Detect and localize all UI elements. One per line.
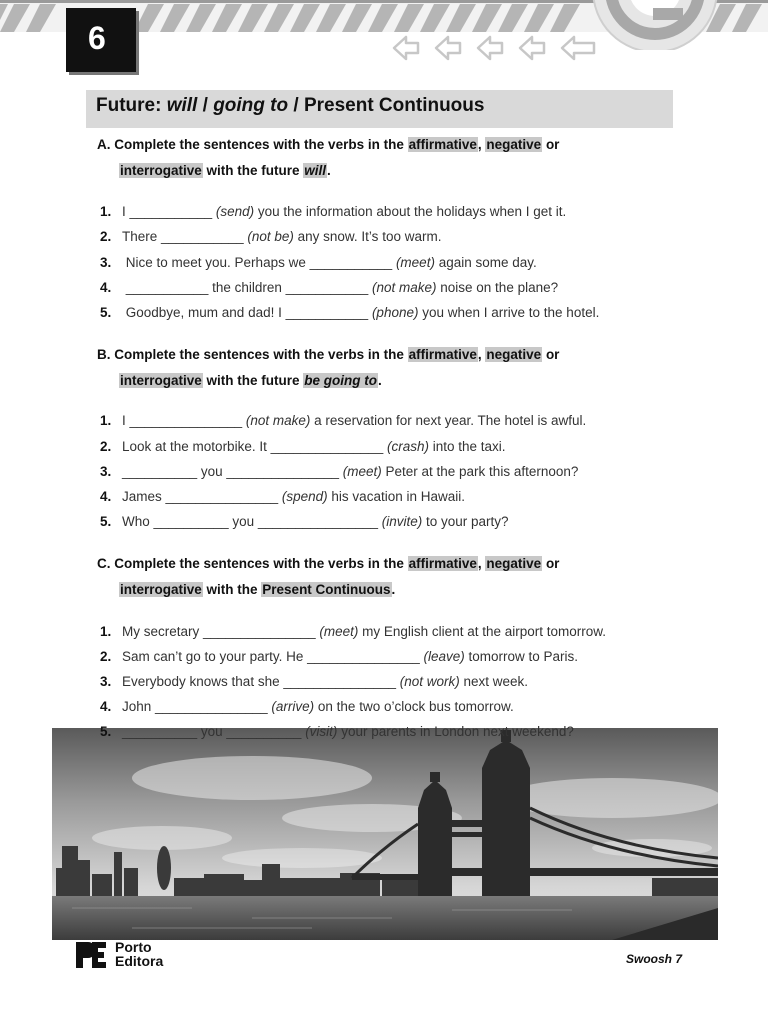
item-verb: (not make) <box>245 413 311 428</box>
section-letter: C. <box>97 556 111 571</box>
title-will: will <box>166 95 198 116</box>
item-text: your parents in London next weekend? <box>337 724 574 739</box>
item-number: 5. <box>100 305 112 320</box>
item-number: 3. <box>100 464 112 479</box>
item-verb: (leave) <box>423 649 465 664</box>
item-text: my English client at the airport tomorrow. <box>358 624 607 639</box>
section-c-instructions <box>97 551 657 603</box>
porto-editora-logo <box>74 940 184 972</box>
item-text: tomorrow to Paris. <box>464 649 579 664</box>
instruction-text: . <box>327 163 331 178</box>
instruction-text: or <box>542 347 560 362</box>
instruction-text: , <box>477 556 482 571</box>
instruction-text: . <box>378 373 382 388</box>
section-letter: A. <box>97 137 111 152</box>
item-text: noise on the plane? <box>436 280 559 295</box>
exercise-item <box>100 698 514 716</box>
arrows-decoration-icon <box>392 34 602 64</box>
publisher-name <box>115 940 163 968</box>
item-number: 4. <box>100 280 112 295</box>
instruction-text: , <box>477 347 482 362</box>
item-text: Sam can’t go to your party. He _______________ <box>122 649 424 664</box>
exercise-item <box>100 623 606 641</box>
item-text: Everybody knows that she _______________ <box>122 674 400 689</box>
unit-number: 6 <box>88 20 106 56</box>
book-page-label: Swoosh 7 <box>626 952 683 966</box>
exercise-item <box>100 228 441 246</box>
section-a-instructions <box>97 132 657 184</box>
london-tower-bridge-photo <box>52 728 718 940</box>
item-text: __________ you __________ <box>122 724 306 739</box>
page-title <box>96 95 484 117</box>
item-number: 4. <box>100 489 112 504</box>
title-prefix: Future: <box>96 95 167 116</box>
exercise-item <box>100 254 537 272</box>
item-number: 4. <box>100 699 112 714</box>
exercise-item <box>100 463 578 481</box>
item-text: next week. <box>459 674 529 689</box>
highlight-affirmative: affirmative <box>408 137 477 152</box>
highlight-affirmative: affirmative <box>408 556 477 571</box>
item-text: a reservation for next year. The hotel is awful. <box>310 413 587 428</box>
item-number: 2. <box>100 229 112 244</box>
exercise-item <box>100 412 586 430</box>
highlight-tense: be going to <box>304 373 378 388</box>
highlight-tense: Present Continuous <box>262 582 391 597</box>
instruction-text: or <box>542 137 560 152</box>
highlight-interrogative: interrogative <box>120 163 202 178</box>
item-text: __________ you _______________ <box>122 464 343 479</box>
item-number: 2. <box>100 649 112 664</box>
item-text: I ___________ <box>122 204 216 219</box>
item-text: Look at the motorbike. It _______________ <box>122 439 387 454</box>
item-number: 3. <box>100 255 112 270</box>
item-text: There ___________ <box>122 229 248 244</box>
item-text: I _______________ <box>122 413 246 428</box>
instruction-text: with the <box>202 582 262 597</box>
section-letter: B. <box>97 347 111 362</box>
instruction-text: with the future <box>202 373 304 388</box>
item-verb: (meet) <box>395 255 435 270</box>
item-number: 2. <box>100 439 112 454</box>
item-text: again some day. <box>434 255 537 270</box>
publisher-line: Porto <box>115 939 152 955</box>
item-number: 1. <box>100 204 112 219</box>
instruction-text: , <box>477 137 482 152</box>
highlight-interrogative: interrogative <box>120 582 202 597</box>
exercise-item <box>100 438 506 456</box>
exercise-item <box>100 723 574 741</box>
unit-number-badge <box>66 8 136 72</box>
highlight-negative: negative <box>486 347 542 362</box>
item-text: you when I arrive to the hotel. <box>418 305 600 320</box>
item-verb: (meet) <box>319 624 359 639</box>
item-text: his vacation in Hawaii. <box>327 489 465 504</box>
title-going-to: going to <box>213 95 289 116</box>
highlight-negative: negative <box>486 137 542 152</box>
highlight-tense: will <box>304 163 327 178</box>
item-number: 5. <box>100 724 112 739</box>
item-number: 1. <box>100 624 112 639</box>
exercise-item <box>100 648 578 666</box>
item-verb: (not be) <box>247 229 294 244</box>
item-number: 3. <box>100 674 112 689</box>
section-b-instructions <box>97 342 657 394</box>
publisher-line: Editora <box>115 953 164 969</box>
item-text: on the two o’clock bus tomorrow. <box>314 699 514 714</box>
exercise-item <box>100 488 465 506</box>
highlight-negative: negative <box>486 556 542 571</box>
instruction-text: Complete the sentences with the verbs in the <box>114 556 408 571</box>
item-number: 5. <box>100 514 112 529</box>
item-text: James _______________ <box>122 489 282 504</box>
item-text: ___________ the children ___________ <box>122 280 372 295</box>
item-text: any snow. It’s too warm. <box>293 229 442 244</box>
item-verb: (not make) <box>371 280 437 295</box>
exercise-item <box>100 279 558 297</box>
item-text: you the information about the holidays when I get it. <box>254 204 567 219</box>
item-verb: (send) <box>215 204 255 219</box>
exercise-item <box>100 513 509 531</box>
instruction-text: or <box>542 556 560 571</box>
item-verb: (invite) <box>381 514 423 529</box>
instruction-text: . <box>391 582 396 597</box>
item-text: Nice to meet you. Perhaps we ___________ <box>122 255 396 270</box>
exercise-item <box>100 203 566 221</box>
highlight-affirmative: affirmative <box>408 347 477 362</box>
instruction-text: with the future <box>202 163 304 178</box>
exercise-item <box>100 304 599 322</box>
exercise-item <box>100 673 528 691</box>
item-text: into the taxi. <box>428 439 506 454</box>
instruction-text: Complete the sentences with the verbs in the <box>114 347 408 362</box>
porto-editora-logo-mark-icon <box>74 940 108 970</box>
title-slash: / <box>197 95 214 116</box>
item-text: My secretary _______________ <box>122 624 320 639</box>
title-bar <box>86 90 673 128</box>
item-text: Goodbye, mum and dad! I ___________ <box>122 305 372 320</box>
item-text: Who __________ you ________________ <box>122 514 382 529</box>
item-text: John _______________ <box>122 699 272 714</box>
item-verb: (arrive) <box>271 699 315 714</box>
title-slash: / <box>288 95 304 116</box>
item-verb: (visit) <box>305 724 338 739</box>
title-present-continuous: Present Continuous <box>303 95 485 116</box>
instruction-text: Complete the sentences with the verbs in the <box>114 137 408 152</box>
item-number: 1. <box>100 413 112 428</box>
item-text: to your party? <box>422 514 509 529</box>
item-verb: (phone) <box>371 305 419 320</box>
item-verb: (not work) <box>399 674 460 689</box>
item-text: Peter at the park this afternoon? <box>381 464 579 479</box>
item-verb: (crash) <box>386 439 429 454</box>
item-verb: (meet) <box>342 464 382 479</box>
highlight-interrogative: interrogative <box>120 373 202 388</box>
item-verb: (spend) <box>281 489 328 504</box>
